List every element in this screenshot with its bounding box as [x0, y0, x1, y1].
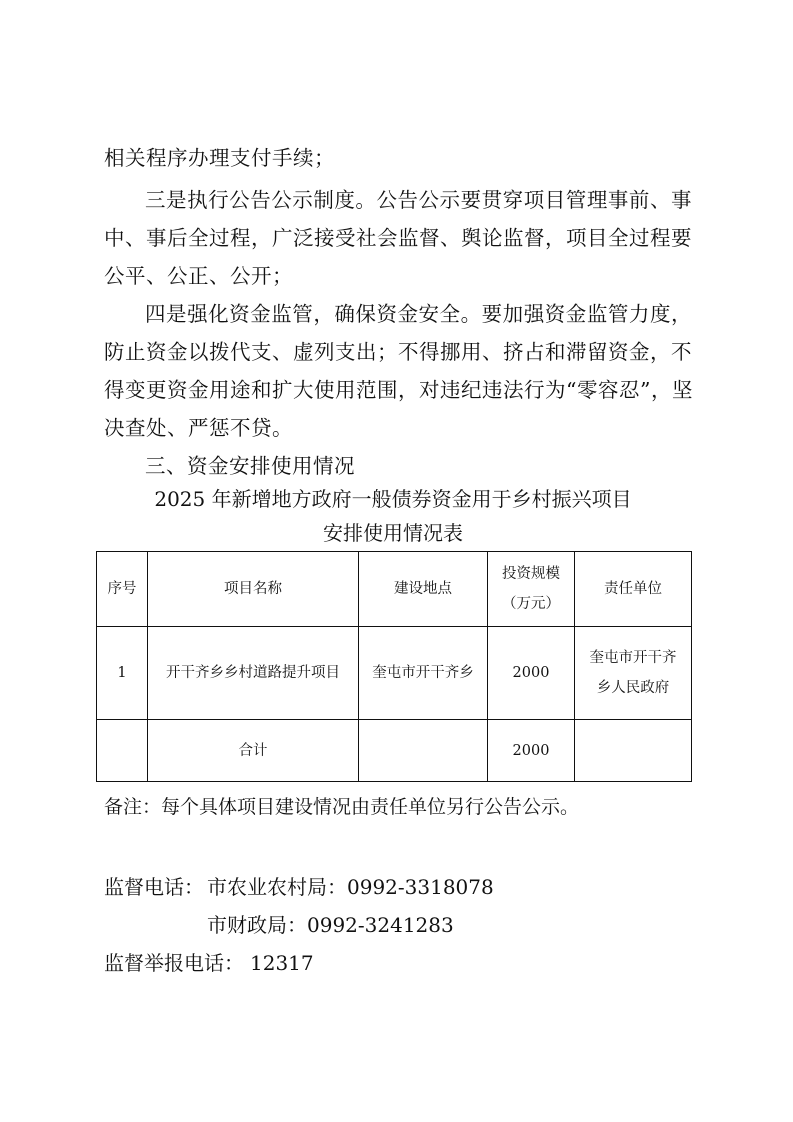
paragraph-line: 得变更资金用途和扩大使用范围，对违纪违法行为“零容忍”，坚 [104, 378, 693, 402]
paragraph-line: 决查处、严惩不贷。 [104, 416, 293, 440]
header-seq: 序号 [97, 552, 148, 627]
report-phone-label: 监督举报电话： [104, 951, 244, 975]
cell-total-seq [97, 720, 148, 782]
cell-name: 开干齐乡乡村道路提升项目 [148, 627, 359, 720]
header-scale [488, 552, 575, 627]
cell-location: 奎屯市开干齐乡 [359, 627, 488, 720]
cell-unit-line2: 乡人民政府 [596, 680, 670, 696]
cell-scale: 2000 [488, 627, 575, 720]
project-table [96, 551, 692, 782]
table-total-row [97, 720, 692, 782]
section-heading: 三、资金安排使用情况 [145, 454, 355, 478]
paragraph-line: 防止资金以拨代支、虚列支出；不得挪用、挤占和滞留资金，不 [104, 340, 692, 364]
paragraph-line: 中、事后全过程，广泛接受社会监督、舆论监督，项目全过程要 [104, 226, 692, 250]
cell-total-scale: 2000 [488, 720, 575, 782]
cell-total-location [359, 720, 488, 782]
paragraph-line: 公平、公正、公开； [104, 264, 293, 288]
paragraph-line: 四是强化资金监管，确保资金安全。要加强资金监管力度， [145, 302, 692, 326]
paragraph-line: 三是执行公告公示制度。公告公示要贯穿项目管理事前、事 [145, 188, 692, 212]
table-header-row [97, 552, 692, 627]
cell-total-label: 合计 [148, 720, 359, 782]
paragraph-line: 相关程序办理支付手续； [104, 146, 335, 170]
table-title: 2025 年新增地方政府一般债券资金用于乡村振兴项目 [154, 487, 632, 511]
header-unit: 责任单位 [575, 552, 692, 627]
header-scale-line2: （万元） [502, 596, 560, 612]
header-location: 建设地点 [359, 552, 488, 627]
header-scale-line1: 投资规模 [502, 566, 560, 582]
cell-unit-line1: 奎屯市开干齐 [589, 650, 677, 666]
table-row [97, 627, 692, 720]
table-subtitle: 安排使用情况表 [323, 521, 463, 545]
cell-unit [575, 627, 692, 720]
table-note: 备注：每个具体项目建设情况由责任单位另行公告公示。 [104, 796, 580, 818]
cell-total-unit [575, 720, 692, 782]
header-name: 项目名称 [148, 552, 359, 627]
report-phone-number: 12317 [250, 951, 314, 975]
finance-bureau-phone: 市财政局：0992-3241283 [207, 913, 454, 937]
cell-seq: 1 [97, 627, 148, 720]
agri-bureau-phone: 市农业农村局：0992-3318078 [207, 875, 494, 899]
supervision-phone-label: 监督电话： [104, 875, 204, 899]
